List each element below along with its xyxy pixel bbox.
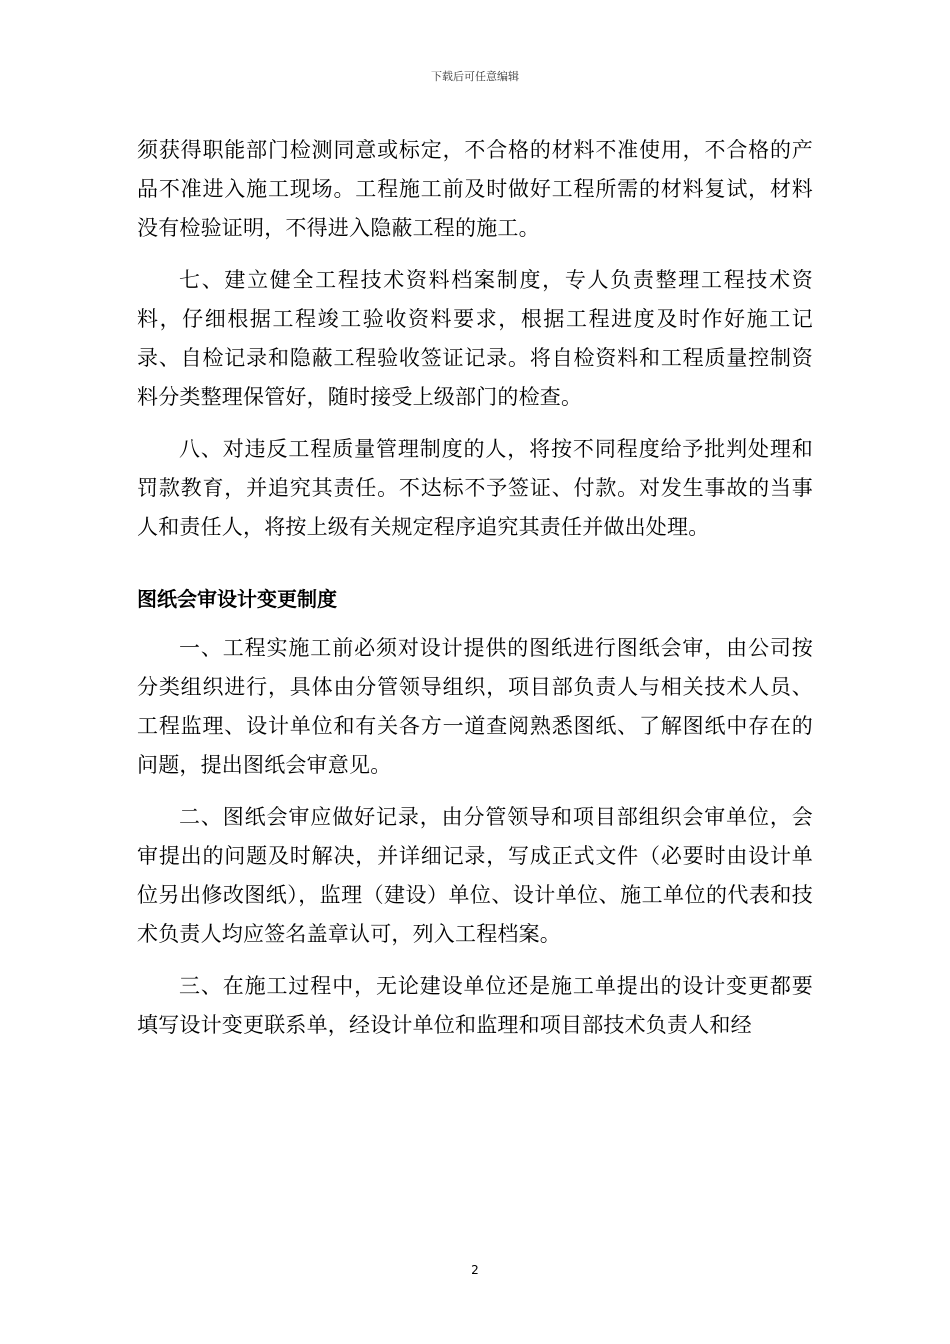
page-number: 2 <box>471 1263 479 1277</box>
section-heading: 图纸会审设计变更制度 <box>137 587 337 611</box>
body-paragraph: 须获得职能部门检测同意或标定，不合格的材料不准使用，不合格的产品不准进入施工现场。工程施工前及时做好工程所需的材料复试，材料没有检验证明，不得进入隐蔽工程的施工。 <box>137 138 813 240</box>
page-header: 下载后可任意编辑 <box>431 70 519 83</box>
section-paragraph: 二、图纸会审应做好记录，由分管领导和项目部组织会审单位，会审提出的问题及时解决，并详细记录，写成正式文件（必要时由设计单位另出修改图纸），监理（建设）单位、设计单位、施工单位的代表和技术负责人均应签名盖章认可，列入工程档案。 <box>137 805 813 946</box>
body-paragraph: 八、对违反工程质量管理制度的人，将按不同程度给予批判处理和罚款教育，并追究其责任。不达标不予签证、付款。对发生事故的当事人和责任人，将按上级有关规定程序追究其责任并做出处理。 <box>137 437 813 539</box>
section-paragraph: 一、工程实施工前必须对设计提供的图纸进行图纸会审，由公司按分类组织进行，具体由分管领导组织，项目部负责人与相关技术人员、工程监理、设计单位和有关各方一道查阅熟悉图纸、了解图纸中存在的问题，提出图纸会审意见。 <box>137 636 813 777</box>
section-paragraph: 三、在施工过程中，无论建设单位还是施工单提出的设计变更都要填写设计变更联系单，经设计单位和监理和项目部技术负责人和经 <box>137 974 813 1037</box>
body-paragraph: 七、建立健全工程技术资料档案制度，专人负责整理工程技术资料，仔细根据工程竣工验收资料要求，根据工程进度及时作好施工记录、自检记录和隐蔽工程验收签证记录。将自检资料和工程质量控制资料分类整理保管好，随时接受上级部门的检查。 <box>137 268 813 409</box>
document-body <box>137 131 813 1058</box>
